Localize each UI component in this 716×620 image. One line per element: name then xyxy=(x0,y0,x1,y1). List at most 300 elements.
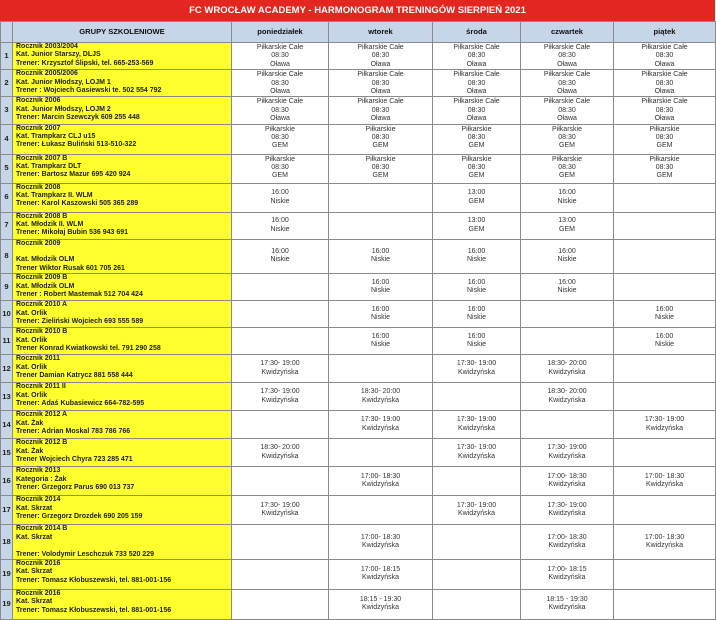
slot-time: 17:30- 19:00 xyxy=(547,501,587,509)
group-year: Rocznik 2014 B xyxy=(16,525,68,533)
group-cell xyxy=(13,467,232,496)
schedule-slot xyxy=(614,328,716,355)
table-row xyxy=(1,183,716,212)
schedule-slot xyxy=(614,467,716,496)
slot-venue: Niskie xyxy=(370,287,391,295)
slot-venue: Kwidzyńska xyxy=(261,368,299,376)
slot-time: 08:30 xyxy=(655,52,674,60)
slot-venue: Kwidzyńska xyxy=(548,542,586,550)
group-cell xyxy=(13,239,232,274)
row-number: 2 xyxy=(1,70,13,97)
slot-time: 08:30 xyxy=(271,164,289,172)
slot-venue: Oława xyxy=(370,60,391,68)
schedule-slot xyxy=(329,496,433,525)
group-year: Rocznik 2014 xyxy=(16,496,61,504)
header-day-tuesday: wtorek xyxy=(329,22,433,43)
schedule-slot xyxy=(329,97,433,124)
slot-time: 18:30- 20:00 xyxy=(547,360,587,368)
slot-time: 18:15 - 19:30 xyxy=(359,596,402,603)
slot-venue: GEM xyxy=(656,142,673,150)
slot-time: 08:30 xyxy=(271,106,289,114)
slot-time: Piłkarskie Całe xyxy=(543,98,591,106)
header-day-monday: poniedziałek xyxy=(232,22,329,43)
group-detail: Kat. Orlik xyxy=(16,363,48,371)
group-detail: Trener: Grzegorz Parus 690 013 737 xyxy=(16,484,135,492)
schedule-slot xyxy=(614,525,716,560)
slot-time: Piłkarskie xyxy=(461,155,492,163)
table-row xyxy=(1,124,716,154)
table-row xyxy=(1,301,716,328)
group-cell xyxy=(13,496,232,525)
slot-time: 16:00 xyxy=(558,248,576,256)
schedule-slot xyxy=(433,212,521,239)
slot-venue: Kwidzyńska xyxy=(458,452,495,460)
slot-time: 16:00 xyxy=(371,248,390,256)
group-detail: Trener: Tomasz Kłobuszewski, tel. 881-001-156 xyxy=(16,576,172,584)
schedule-slot xyxy=(329,301,433,328)
row-number: 3 xyxy=(1,97,13,124)
slot-venue: Kwidzyńska xyxy=(548,396,586,404)
row-number: 12 xyxy=(1,355,13,383)
schedule-slot xyxy=(232,274,329,301)
group-detail: Trener: Volodymir Leschczuk 733 520 229 xyxy=(16,550,154,558)
table-row xyxy=(1,589,716,619)
slot-venue: GEM xyxy=(272,142,288,150)
slot-venue: Kwidzyńska xyxy=(362,542,399,550)
schedule-slot xyxy=(232,124,329,154)
group-cell xyxy=(13,355,232,383)
group-detail: Trener: Tomasz Kłobuszewski, tel. 881-001-156 xyxy=(16,606,172,614)
slot-time: 18:30- 20:00 xyxy=(360,388,401,396)
slot-time: 17:30- 19:00 xyxy=(456,360,497,368)
slot-time: 08:30 xyxy=(371,164,390,172)
slot-venue: Niskie xyxy=(654,341,675,349)
schedule-slot xyxy=(521,411,614,439)
schedule-slot xyxy=(521,239,614,274)
slot-time: Piłkarskie Całe xyxy=(543,44,591,51)
schedule-slot xyxy=(614,411,716,439)
slot-time: 18:30- 20:00 xyxy=(547,388,587,396)
slot-venue: Kwidzyńska xyxy=(362,396,399,404)
schedule-slot xyxy=(521,154,614,183)
schedule-slot xyxy=(433,559,521,589)
schedule-slot xyxy=(614,355,716,383)
slot-time: Piłkarskie xyxy=(265,125,295,133)
group-year: Rocznik 2005/2006 xyxy=(16,70,78,78)
table-row xyxy=(1,154,716,183)
slot-time: 08:30 xyxy=(467,164,486,172)
slot-time: 16:00 xyxy=(467,278,486,286)
slot-venue: Kwidzyńska xyxy=(362,424,399,432)
group-year: Rocznik 2011 xyxy=(16,355,60,363)
row-number: 7 xyxy=(1,212,13,239)
schedule-slot xyxy=(521,589,614,619)
group-year: Rocznik 2008 xyxy=(16,183,61,191)
slot-venue: GEM xyxy=(468,142,485,150)
schedule-slot xyxy=(614,97,716,124)
slot-time: Piłkarskie Całe xyxy=(641,71,688,79)
schedule-slot xyxy=(329,355,433,383)
schedule-slot xyxy=(521,274,614,301)
row-number: 10 xyxy=(1,301,13,328)
slot-venue: Niskie xyxy=(270,225,290,233)
slot-venue: Niskie xyxy=(270,256,290,264)
schedule-slot xyxy=(433,525,521,560)
schedule-slot xyxy=(232,239,329,274)
group-cell xyxy=(13,589,232,619)
slot-time: 08:30 xyxy=(467,79,486,87)
group-cell xyxy=(13,439,232,467)
slot-venue: Niskie xyxy=(270,197,290,205)
group-year: Rocznik 2007 xyxy=(16,124,61,132)
row-number: 17 xyxy=(1,496,13,525)
slot-time: 08:30 xyxy=(271,79,289,87)
schedule-slot xyxy=(433,411,521,439)
slot-time: 08:30 xyxy=(558,79,576,87)
slot-venue: Oława xyxy=(270,60,290,68)
group-detail: Trener: Krzysztof Ślipski, tel. 665-253-569 xyxy=(16,59,154,67)
slot-time: 17:30- 19:00 xyxy=(456,501,497,509)
schedule-slot xyxy=(614,274,716,301)
group-cell xyxy=(13,274,232,301)
group-year: Rocznik 2009 xyxy=(16,239,61,247)
group-detail: Kat. Żak xyxy=(16,447,44,455)
slot-time: Piłkarskie xyxy=(265,155,295,163)
slot-time: 17:30- 19:00 xyxy=(360,416,401,424)
slot-time: 17:00- 18:15 xyxy=(360,566,401,573)
schedule-slot xyxy=(433,183,521,212)
group-detail: Kat. Junior Młodszy, LOJM 2 xyxy=(16,105,111,113)
group-year: Rocznik 2011 II xyxy=(16,383,66,391)
slot-time: 16:00 xyxy=(271,189,289,197)
slot-venue: GEM xyxy=(559,142,575,150)
slot-venue: Oława xyxy=(654,60,675,68)
slot-venue: Oława xyxy=(557,60,577,68)
schedule-slot xyxy=(433,239,521,274)
slot-venue: Kwidzyńska xyxy=(548,481,586,489)
table-row xyxy=(1,97,716,124)
schedule-slot xyxy=(614,124,716,154)
group-detail: Trener Konrad Kwiatkowski tel. 791 290 258 xyxy=(16,345,161,353)
slot-time: 16:00 xyxy=(558,278,576,286)
slot-venue: GEM xyxy=(272,172,288,180)
row-number: 19 xyxy=(1,559,13,589)
schedule-slot xyxy=(232,154,329,183)
slot-venue: Oława xyxy=(466,60,487,68)
schedule-slot xyxy=(433,43,521,70)
group-cell xyxy=(13,559,232,589)
slot-time: 16:00 xyxy=(655,332,674,340)
group-detail: Kat. Trampkarz CLJ u15 xyxy=(16,133,96,141)
schedule-slot xyxy=(433,274,521,301)
group-year: Rocznik 2003/2004 xyxy=(16,43,78,50)
group-detail: Kat. Skrzat xyxy=(16,504,53,512)
row-number: 14 xyxy=(1,411,13,439)
slot-time: Piłkarskie Całe xyxy=(256,98,304,106)
group-detail: Kat. Junior Starszy, DLJS xyxy=(16,51,101,59)
schedule-slot xyxy=(329,212,433,239)
schedule-slot xyxy=(521,301,614,328)
slot-venue: Kwidzyńska xyxy=(261,396,299,404)
schedule-slot xyxy=(521,496,614,525)
slot-time: Piłkarskie xyxy=(461,125,492,133)
group-detail: Trener: Adrian Moskal 783 786 766 xyxy=(16,428,131,436)
slot-time: 08:30 xyxy=(655,134,674,142)
row-number: 16 xyxy=(1,467,13,496)
slot-time: Piłkarskie Całe xyxy=(357,71,404,79)
slot-time: 17:30- 19:00 xyxy=(260,501,300,509)
slot-time: Piłkarskie xyxy=(552,125,582,133)
group-detail: Kat. Młodzik OLM xyxy=(16,256,75,264)
header-day-friday: piątek xyxy=(614,22,716,43)
table-row xyxy=(1,411,716,439)
header-groups: GRUPY SZKOLENIOWE xyxy=(13,22,232,43)
table-row xyxy=(1,328,716,355)
slot-time: Piłkarskie Całe xyxy=(453,71,500,79)
slot-time: 08:30 xyxy=(371,106,390,114)
schedule-slot xyxy=(614,559,716,589)
group-detail: Kategoria : Żak xyxy=(16,475,67,483)
schedule-slot xyxy=(329,43,433,70)
row-number: 9 xyxy=(1,274,13,301)
slot-time: 16:00 xyxy=(655,305,674,313)
schedule-slot xyxy=(232,439,329,467)
slot-time: 16:00 xyxy=(371,332,390,340)
schedule-slot xyxy=(521,525,614,560)
slot-time: 13:00 xyxy=(467,189,486,197)
schedule-slot xyxy=(232,328,329,355)
slot-time: Piłkarskie Całe xyxy=(543,71,591,79)
slot-venue: Niskie xyxy=(557,287,577,295)
slot-time: 16:00 xyxy=(467,332,486,340)
row-number: 15 xyxy=(1,439,13,467)
table-row xyxy=(1,70,716,97)
group-year: Rocznik 2010 A xyxy=(16,301,68,309)
slot-venue: GEM xyxy=(468,172,485,180)
group-detail: Trener: Karol Kaszowski 505 365 289 xyxy=(16,200,139,208)
slot-time: 08:30 xyxy=(558,106,576,114)
slot-time: 18:15 - 19:30 xyxy=(546,596,588,603)
row-number: 8 xyxy=(1,239,13,274)
schedule-slot xyxy=(329,467,433,496)
slot-time: Piłkarskie Całe xyxy=(453,44,500,51)
slot-venue: GEM xyxy=(372,172,389,180)
group-detail: Trener Wojciech Chyra 723 285 471 xyxy=(16,456,133,464)
slot-time: Piłkarskie Całe xyxy=(453,98,500,106)
slot-time: 17:00- 18:30 xyxy=(360,533,401,541)
slot-venue: Niskie xyxy=(557,256,577,264)
schedule-slot xyxy=(433,439,521,467)
slot-time: 16:00 xyxy=(467,248,486,256)
table-row xyxy=(1,43,716,70)
slot-venue: Kwidzyńska xyxy=(458,368,495,376)
table-row xyxy=(1,355,716,383)
schedule-slot xyxy=(521,183,614,212)
group-detail: Kat. Orlik xyxy=(16,309,48,317)
table-row xyxy=(1,467,716,496)
slot-time: 08:30 xyxy=(558,134,576,142)
group-cell xyxy=(13,183,232,212)
group-detail: Trener: Mikołaj Bubin 536 943 691 xyxy=(16,229,129,237)
group-detail xyxy=(16,248,231,256)
slot-time: 08:30 xyxy=(558,52,576,60)
schedule-slot xyxy=(521,70,614,97)
slot-time: Piłkarskie xyxy=(365,125,396,133)
slot-time: 08:30 xyxy=(655,164,674,172)
schedule-slot xyxy=(329,124,433,154)
group-year: Rocznik 2006 xyxy=(16,97,61,105)
group-detail: Trener : Wojciech Gasiewski te. 502 554 792 xyxy=(16,87,162,95)
group-cell xyxy=(13,154,232,183)
schedule-slot xyxy=(232,467,329,496)
page-title: FC WROCŁAW ACADEMY - HARMONOGRAM TRENINGÓW SIERPIEŃ 2021 xyxy=(0,0,715,22)
slot-time: Piłkarskie xyxy=(552,155,582,163)
schedule-slot xyxy=(521,439,614,467)
slot-venue: Oława xyxy=(370,115,391,123)
slot-time: 17:00- 18:30 xyxy=(547,533,587,541)
group-detail: Trener: Bartosz Mazur 695 420 924 xyxy=(16,171,131,179)
slot-venue: Oława xyxy=(654,115,675,123)
slot-venue: Oława xyxy=(557,88,577,96)
slot-time: 08:30 xyxy=(371,52,390,60)
group-detail: Kat. Orlik xyxy=(16,336,48,344)
slot-time: 08:30 xyxy=(558,164,576,172)
slot-time: 13:00 xyxy=(467,217,486,225)
slot-venue: GEM xyxy=(559,172,575,180)
schedule-slot xyxy=(521,355,614,383)
group-detail: Kat. Orlik xyxy=(16,391,48,399)
slot-time: 08:30 xyxy=(467,106,486,114)
slot-time: Piłkarskie Całe xyxy=(256,44,304,51)
slot-venue: Kwidzyńska xyxy=(548,452,586,460)
slot-time: 17:00- 18:30 xyxy=(547,472,587,480)
slot-time: 16:00 xyxy=(271,248,289,256)
group-year: Rocznik 2012 A xyxy=(16,411,68,419)
schedule-slot xyxy=(433,328,521,355)
schedule-slot xyxy=(232,70,329,97)
schedule-slot xyxy=(433,97,521,124)
table-row xyxy=(1,559,716,589)
slot-venue: Niskie xyxy=(466,314,487,322)
group-detail: Trener Damian Katrycz 881 558 444 xyxy=(16,372,133,380)
header-row xyxy=(1,22,716,43)
schedule-slot xyxy=(232,383,329,411)
slot-time: 08:30 xyxy=(467,134,486,142)
row-number: 6 xyxy=(1,183,13,212)
schedule-slot xyxy=(521,383,614,411)
slot-venue: Kwidzyńska xyxy=(646,481,683,489)
slot-time: 08:30 xyxy=(655,79,674,87)
group-detail: Kat. Skrzat xyxy=(16,598,53,606)
slot-time: 08:30 xyxy=(467,52,486,60)
schedule-slot xyxy=(329,559,433,589)
group-year: Rocznik 2008 B xyxy=(16,212,68,220)
group-cell xyxy=(13,301,232,328)
slot-venue: GEM xyxy=(372,142,389,150)
slot-venue: GEM xyxy=(559,225,575,233)
slot-time: 08:30 xyxy=(271,134,289,142)
schedule-slot xyxy=(614,589,716,619)
group-detail: Trener Wiktor Rusak 601 705 261 xyxy=(16,264,125,272)
schedule-slot xyxy=(232,411,329,439)
slot-venue: Oława xyxy=(370,88,391,96)
group-cell xyxy=(13,70,232,97)
schedule-slot xyxy=(614,301,716,328)
group-detail: Kat. Skrzat xyxy=(16,533,53,541)
schedule-slot xyxy=(521,328,614,355)
group-detail: Kat. Młodzik II. WLM xyxy=(16,221,84,229)
schedule-slot xyxy=(232,183,329,212)
group-detail: Trener: Marcin Szewczyk 609 255 448 xyxy=(16,114,140,122)
row-number: 13 xyxy=(1,383,13,411)
schedule-slot xyxy=(232,355,329,383)
slot-time: 17:30- 19:00 xyxy=(260,388,300,396)
slot-venue: Kwidzyńska xyxy=(548,368,586,376)
slot-time: 17:00- 18:30 xyxy=(644,472,685,480)
slot-venue: GEM xyxy=(656,172,673,180)
group-year: Rocznik 2010 B xyxy=(16,328,68,336)
schedule-slot xyxy=(614,212,716,239)
group-cell xyxy=(13,383,232,411)
schedule-slot xyxy=(329,589,433,619)
slot-venue: Kwidzyńska xyxy=(548,510,586,518)
group-cell xyxy=(13,43,232,70)
slot-venue: Kwidzyńska xyxy=(458,424,495,432)
schedule-slot xyxy=(433,589,521,619)
table-row xyxy=(1,439,716,467)
schedule-slot xyxy=(433,124,521,154)
table-row xyxy=(1,274,716,301)
slot-venue: Niskie xyxy=(466,287,487,295)
schedule-slot xyxy=(614,439,716,467)
schedule-slot xyxy=(433,301,521,328)
slot-venue: Oława xyxy=(270,88,290,96)
schedule-slot xyxy=(329,411,433,439)
schedule-slot xyxy=(329,525,433,560)
group-cell xyxy=(13,328,232,355)
schedule-slot xyxy=(232,589,329,619)
schedule-slot xyxy=(232,525,329,560)
schedule-slot xyxy=(521,467,614,496)
slot-time: Piłkarskie Całe xyxy=(641,98,688,106)
group-detail: Trener: Łukasz Buliński 513-510-322 xyxy=(16,141,137,149)
slot-time: Piłkarskie Całe xyxy=(357,98,404,106)
table-row xyxy=(1,239,716,274)
schedule-slot xyxy=(521,559,614,589)
slot-time: Piłkarskie Całe xyxy=(357,44,404,51)
schedule-slot xyxy=(433,496,521,525)
header-day-thursday: czwartek xyxy=(521,22,614,43)
slot-venue: Kwidzyńska xyxy=(548,574,586,582)
slot-time: Piłkarskie xyxy=(649,125,680,133)
group-cell xyxy=(13,97,232,124)
schedule-slot xyxy=(614,239,716,274)
slot-venue: Niskie xyxy=(370,341,391,349)
group-cell xyxy=(13,124,232,154)
slot-venue: Niskie xyxy=(654,314,675,322)
table-row xyxy=(1,383,716,411)
slot-time: 16:00 xyxy=(558,189,576,197)
slot-time: 08:30 xyxy=(655,106,674,114)
slot-time: Piłkarskie Całe xyxy=(641,44,688,51)
slot-time: Piłkarskie xyxy=(365,155,396,163)
schedule-slot xyxy=(614,70,716,97)
slot-time: 17:00- 18:15 xyxy=(547,566,587,573)
slot-time: 16:00 xyxy=(271,217,289,225)
schedule-slot xyxy=(433,383,521,411)
group-year: Rocznik 2016 xyxy=(16,589,61,597)
slot-time: 17:30- 19:00 xyxy=(547,444,587,452)
